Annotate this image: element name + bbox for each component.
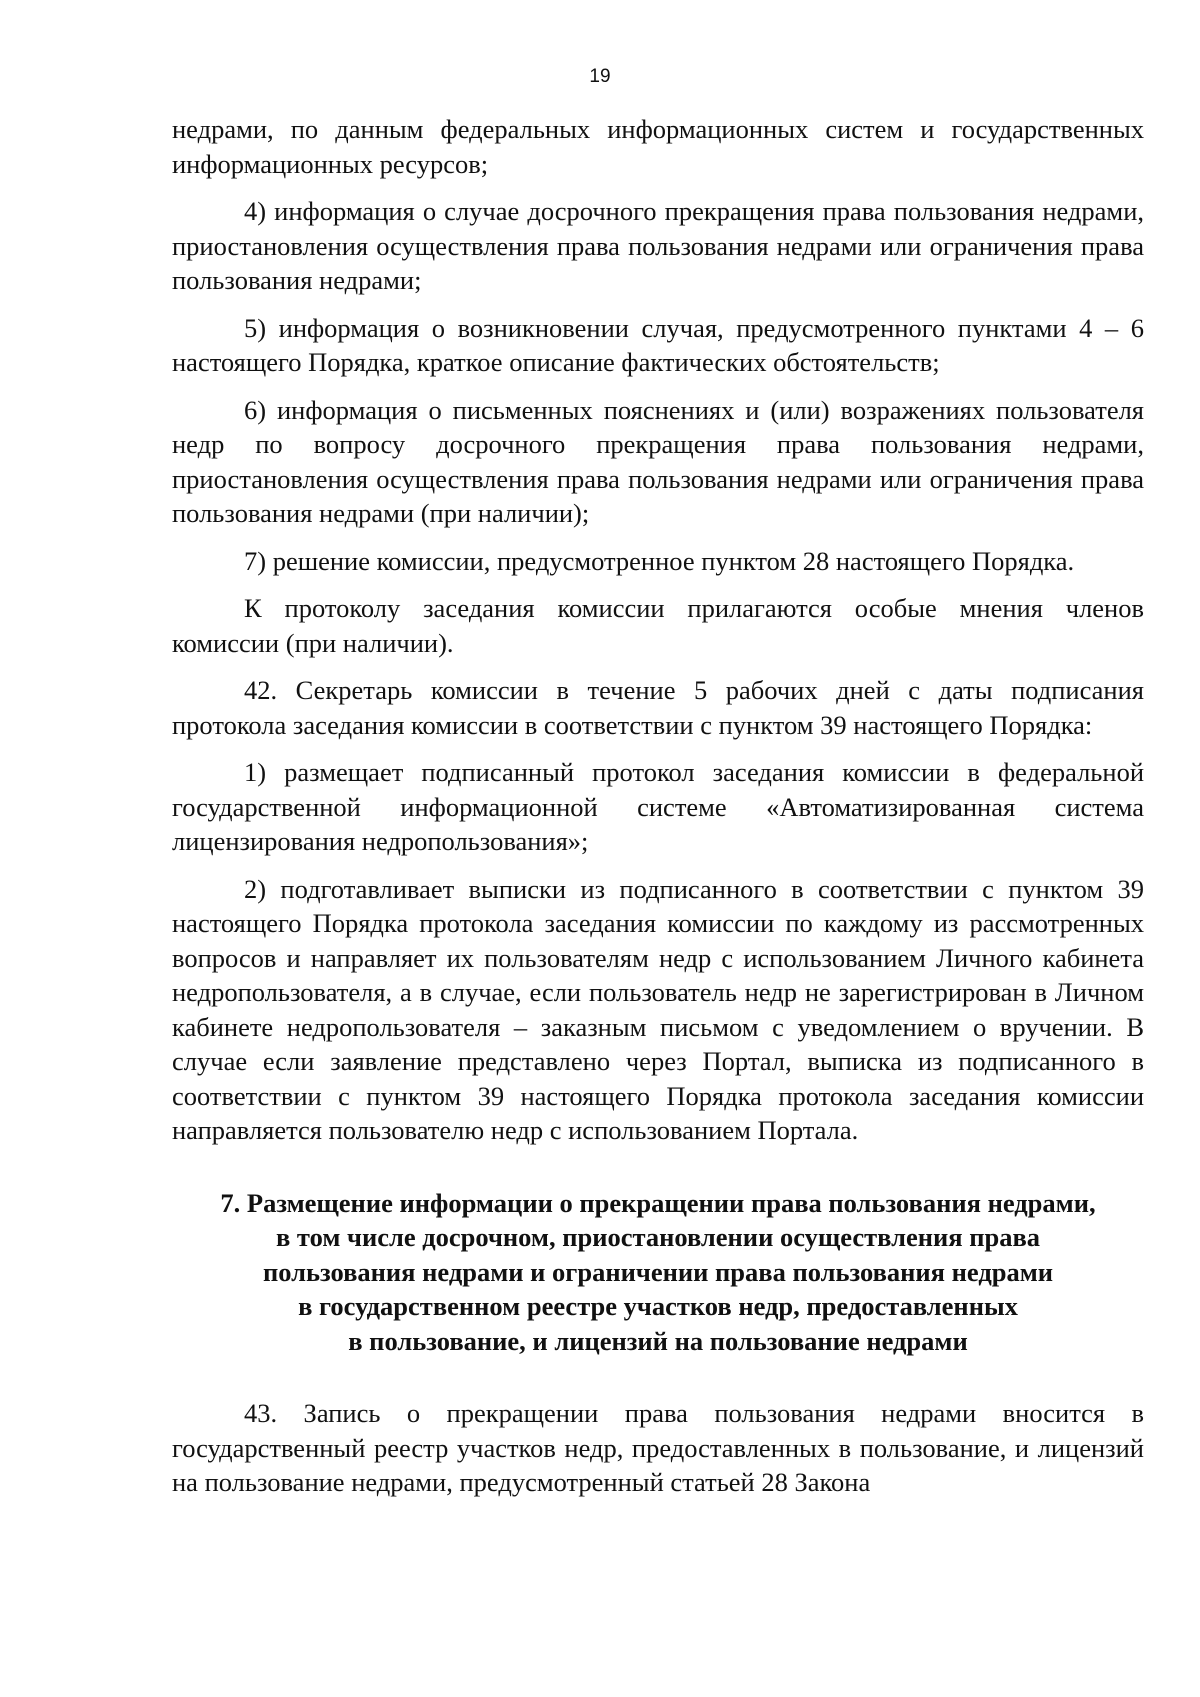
page-number: 19: [589, 66, 611, 87]
paragraph-annex-note: К протоколу заседания комиссии прилагаются особые мнения членов комиссии (при наличии).: [172, 593, 1144, 658]
section-7-heading: [172, 1186, 1144, 1359]
list-item-5: 5) информация о возникновении случая, предусмотренного пунктами 4 – 6 настоящего Порядка, краткое описание фактических обстоятельств;: [172, 312, 1144, 377]
clause-42-item-1: 1) размещает подписанный протокол заседания комиссии в федеральной государственной информационной системе «Автоматизированная система лицензирования недропользования»;: [172, 757, 1144, 856]
heading-line: 7. Размещение информации о прекращении права пользования недрами,: [220, 1187, 1096, 1218]
list-item-6: 6) информация о письменных пояснениях и (или) возражениях пользователя недр по вопросу досрочного прекращения права пользования недрами, приостановления осуществления права пользования недрами или ограничения права пользования недрами (при наличии);: [172, 394, 1144, 528]
heading-line: пользования недрами и ограничении права пользования недрами: [262, 1256, 1054, 1287]
clause-42: 42. Секретарь комиссии в течение 5 рабочих дней с даты подписания протокола заседания комиссии в соответствии с пунктом 39 настоящего Порядка:: [172, 675, 1144, 740]
heading-line: в том числе досрочном, приостановлении осуществления права: [275, 1222, 1041, 1252]
paragraph-continuation: недрами, по данным федеральных информационных систем и государственных информационных ресурсов;: [172, 114, 1144, 179]
heading-line: в государственном реестре участков недр, предоставленных: [298, 1291, 1018, 1321]
list-item-7: 7) решение комиссии, предусмотренное пунктом 28 настоящего Порядка.: [244, 545, 1075, 576]
clause-43: 43. Запись о прекращении права пользования недрами вносится в государственный реестр участков недр, предоставленных в пользование, и лицензий на пользование недрами, предусмотренный статьей 28 Закона: [172, 1398, 1144, 1497]
list-item-4: 4) информация о случае досрочного прекращения права пользования недрами, приостановления осуществления права пользования недрами или ограничения права пользования недрами;: [172, 196, 1144, 295]
document-body: [172, 112, 1144, 1513]
clause-42-item-2: 2) подготавливает выписки из подписанного в соответствии с пунктом 39 настоящего Порядка протокола заседания комиссии по каждому из рассмотренных вопросов и направляет их пользователям недр с использованием Личного кабинета недропользователя, а в случае, если пользователь недр не зарегистрирован в Личном кабинете недропользователя – заказным письмом с уведомлением о вручении. В случае если заявление представлено через Портал, выписка из подписанного в соответствии с пунктом 39 настоящего Порядка протокола заседания комиссии направляется пользователю недр с использованием Портала.: [172, 873, 1144, 1145]
heading-line: в пользование, и лицензий на пользование недрами: [348, 1325, 968, 1356]
